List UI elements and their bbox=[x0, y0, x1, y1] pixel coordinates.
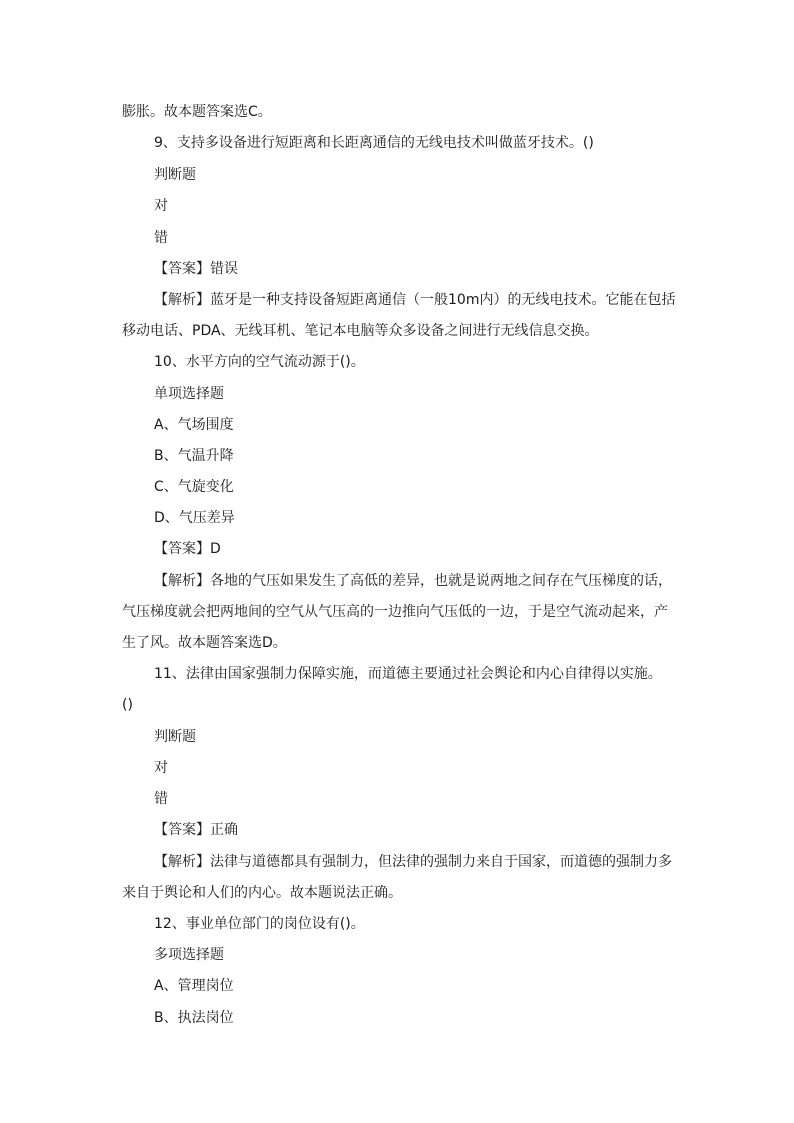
question-12: 12、事业单位部门的岗位设有()。 bbox=[154, 916, 365, 932]
explanation: 【解析】各地的气压如果发生了高低的差异，也就是说两地之间存在气压梯度的话， bbox=[154, 573, 672, 589]
option-true: 对 bbox=[154, 760, 168, 776]
text-line: 膨胀。故本题答案选C。 bbox=[122, 104, 272, 120]
question-11-cont: () bbox=[122, 697, 133, 713]
answer: 【答案】D bbox=[154, 541, 221, 557]
option-false: 错 bbox=[154, 791, 168, 807]
explanation-cont: 气压梯度就会把两地间的空气从气压高的一边推向气压低的一边，于是空气流动起来，产 bbox=[122, 604, 668, 620]
question-10: 10、水平方向的空气流动源于()。 bbox=[154, 354, 365, 370]
explanation: 【解析】法律与道德都具有强制力，但法律的强制力来自于国家，而道德的强制力多 bbox=[154, 854, 672, 870]
option-true: 对 bbox=[154, 198, 168, 214]
option-false: 错 bbox=[154, 230, 168, 246]
answer: 【答案】正确 bbox=[154, 822, 238, 838]
question-9: 9、支持多设备进行短距离和长距离通信的无线电技术叫做蓝牙技术。() bbox=[154, 135, 594, 151]
explanation-cont: 移动电话、PDA、无线耳机、笔记本电脑等众多设备之间进行无线信息交换。 bbox=[122, 323, 599, 339]
option-c: C、气旋变化 bbox=[154, 479, 234, 495]
explanation: 【解析】蓝牙是一种支持设备短距离通信（一般10m内）的无线电技术。它能在包括 bbox=[154, 292, 676, 308]
option-a: A、管理岗位 bbox=[154, 978, 234, 994]
explanation-cont: 生了风。故本题答案选D。 bbox=[122, 635, 287, 651]
explanation-cont: 来自于舆论和人们的内心。故本题说法正确。 bbox=[122, 885, 402, 901]
question-type: 多项选择题 bbox=[154, 947, 224, 963]
question-type: 判断题 bbox=[154, 167, 196, 183]
question-type: 判断题 bbox=[154, 729, 196, 745]
option-b: B、执法岗位 bbox=[154, 1010, 234, 1026]
option-b: B、气温升降 bbox=[154, 448, 234, 464]
option-a: A、气场围度 bbox=[154, 417, 234, 433]
question-type: 单项选择题 bbox=[154, 386, 224, 402]
answer: 【答案】错误 bbox=[154, 261, 238, 277]
question-11: 11、法律由国家强制力保障实施，而道德主要通过社会舆论和内心自律得以实施。 bbox=[154, 666, 662, 682]
option-d: D、气压差异 bbox=[154, 510, 235, 526]
